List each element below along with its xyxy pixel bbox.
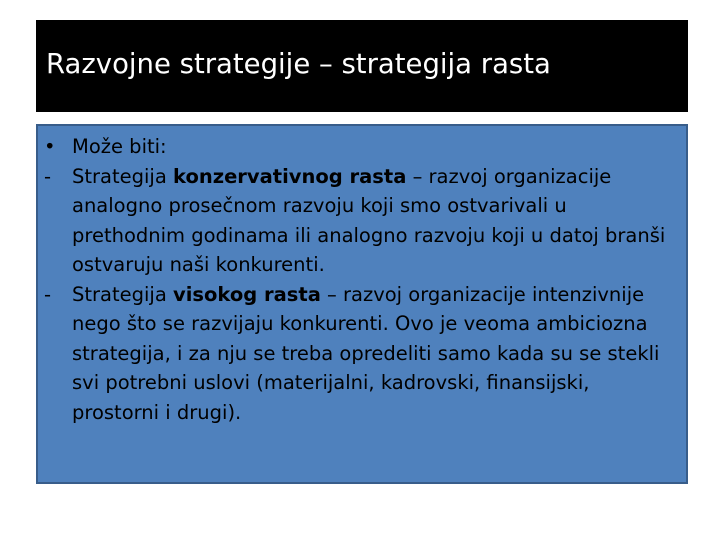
content-panel [36,124,688,484]
intro-text: Može biti: [72,135,167,158]
list-item-high-growth [38,280,670,428]
item-text-prefix: Strategija [72,282,173,306]
item-text-body: – razvoj organizacije intenzivnije nego što se razvijaju konkurenti. Ovo je veoma ambiciozna strategija, i za nju se treba opredeliti samo kada su se stekli svi potrebni uslovi (materijalni, kadrovski, finansijski, prostorni i drugi). [72,282,660,424]
item-text-body: – razvoj organizacije analogno prosečnom razvoju koji smo ostvarivali u prethodnim godinama ili analogno razvoju koji u datoj branši ostvaruju naši konkurenti. [72,164,666,276]
intro-bullet [38,132,670,162]
dash-marker: - [44,164,52,188]
item-text-bold: visokog rasta [173,282,321,306]
bullet-marker: • [44,135,56,158]
list-item-text [72,162,670,280]
item-text-bold: konzervativnog rasta [173,164,407,188]
item-text-prefix: Strategija [72,164,173,188]
list-item-text [72,280,670,428]
title-bar [36,20,688,112]
slide-title: Razvojne strategije – strategija rasta [46,48,551,80]
dash-marker: - [44,282,52,306]
list-item-conservative-growth [38,162,670,280]
